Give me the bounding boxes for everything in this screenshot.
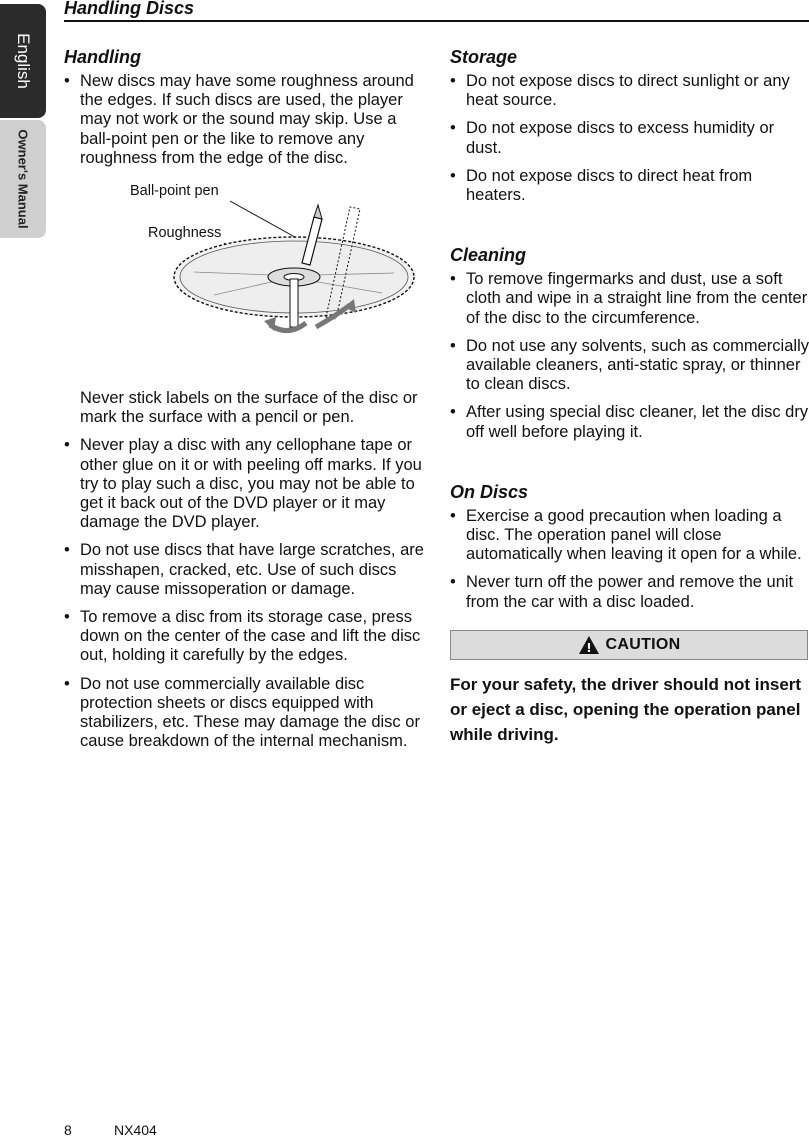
side-tab-manual-label: Owner's Manual	[15, 129, 31, 229]
caution-label: CAUTION	[605, 635, 681, 653]
storage-bullet-1: • Do not expose discs to direct sunlight or any heat source.	[450, 72, 809, 110]
storage-list	[450, 72, 809, 205]
side-tab-english-label: English	[14, 33, 33, 89]
handling-bullet-3: • Do not use discs that have large scratches, are misshapen, cracked, etc. Use of such discs may cause missoperation or damage.	[64, 541, 426, 599]
header-rule	[64, 20, 809, 22]
cleaning-bullet-2: • Do not use any solvents, such as commercially available cleaners, anti-static spray, or thinner to clean discs.	[450, 337, 809, 395]
side-tab-owners-manual	[0, 120, 46, 238]
storage-bullet-2: • Do not expose discs to excess humidity or dust.	[450, 119, 809, 157]
on-discs-heading: On Discs	[450, 481, 529, 502]
cleaning-bullet-1: • To remove fingermarks and dust, use a soft cloth and wipe in a straight line from the center of the disc to the circumference.	[450, 270, 809, 328]
on-discs-bullet-2: • Never turn off the power and remove the unit from the car with a disc loaded.	[450, 573, 809, 611]
handling-bullet-4: • To remove a disc from its storage case, press down on the center of the case and lift the disc out, holding it carefully by the edges.	[64, 608, 426, 666]
rotate-arrow-left	[270, 323, 306, 331]
on-discs-bullet-1: • Exercise a good precaution when loading a disc. The operation panel will close automatically when leaving it open for a while.	[450, 507, 809, 565]
warning-triangle-mark: !	[585, 640, 592, 655]
handling-bullet-5: • Do not use commercially available disc protection sheets or discs equipped with stabilizers, etc. These may damage the disc or cause breakdown of the internal mechanism.	[64, 675, 426, 752]
page-number: 8	[64, 1122, 72, 1138]
handling-heading: Handling	[64, 47, 141, 67]
storage-bullet-3: • Do not expose discs to direct heat from heaters.	[450, 167, 809, 205]
right-column	[450, 44, 809, 747]
handling-bullet-2: • Never play a disc with any cellophane tape or other glue on it or with peeling off marks. If you try to play such a disc, you may not be able to get it back out of the DVD player or it may damage the DVD player.	[64, 436, 426, 532]
cleaning-heading: Cleaning	[450, 245, 527, 266]
page-title: Handling Discs	[64, 0, 195, 18]
handling-list-top	[64, 72, 426, 168]
storage-heading: Storage	[450, 47, 518, 67]
disc-illustration	[64, 177, 426, 377]
handling-list	[64, 436, 426, 751]
warning-triangle-icon	[578, 635, 600, 655]
left-column	[64, 44, 426, 760]
on-discs-list	[450, 507, 809, 612]
caution-text: For your safety, the driver should not insert or eject a disc, opening the operation panel while driving.	[450, 674, 802, 744]
figure-label-pen: Ball-point pen	[130, 183, 219, 200]
cleaning-list	[450, 270, 809, 442]
cleaning-bullet-3: • After using special disc cleaner, let the disc dry off well before playing it.	[450, 403, 809, 441]
spindle	[290, 279, 298, 327]
figure-label-roughness: Roughness	[148, 225, 222, 242]
side-tab-english	[0, 4, 46, 118]
caution-banner	[450, 630, 808, 660]
leader-line-pen	[230, 201, 302, 241]
model-number: NX404	[114, 1122, 157, 1138]
disc-roughness-figure	[64, 177, 426, 377]
handling-note: Never stick labels on the surface of the disc or mark the surface with a pencil or pen.	[80, 389, 418, 427]
handling-bullet-1: • New discs may have some roughness around the edges. If such discs are used, the player may not work or the sound may skip. Use a ball-point pen or the like to remove any roughness from the edge of the disc.	[64, 72, 426, 168]
